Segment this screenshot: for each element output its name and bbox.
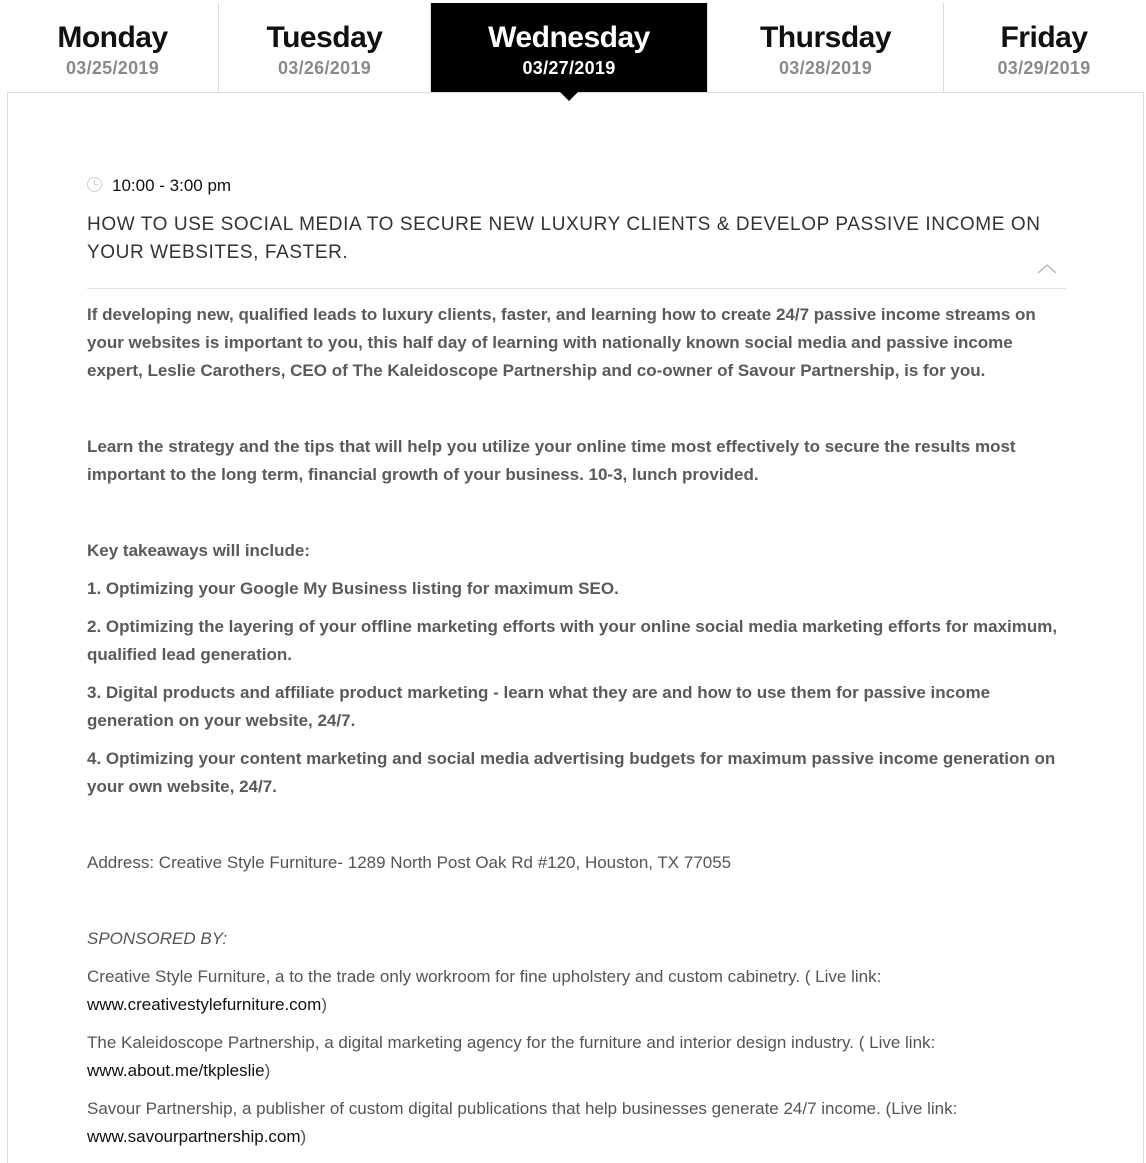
day-tabs xyxy=(7,3,1144,93)
sponsor-text: The Kaleidoscope Partnership, a digital marketing agency for the furniture and interior design industry. ( Live link: xyxy=(87,1033,936,1052)
sponsor-item xyxy=(87,1029,1072,1085)
tab-day-label: Friday xyxy=(1000,21,1088,54)
event-intro: If developing new, qualified leads to luxury clients, faster, and learning how to create 24/7 passive income streams on your websites is important to you, this half day of learning with nationally known social media and passive income expert, Leslie Carothers, CEO of The Kaleidoscope Partnership and co-owner of Savour Partnership, is for you. xyxy=(87,305,1036,380)
sponsor-link[interactable]: www.about.me/tkpleslie xyxy=(87,1061,265,1080)
sponsor-text: Savour Partnership, a publisher of custom digital publications that help businesses generate 24/7 income. (Live link: xyxy=(87,1099,958,1118)
title-divider xyxy=(87,288,1066,289)
takeaway-item: 3. Digital products and affiliate product marketing - learn what they are and how to use them for passive income generation on your website, 24/7. xyxy=(87,683,991,730)
tab-day-label: Monday xyxy=(57,21,168,54)
takeaway-item: 1. Optimizing your Google My Business listing for maximum SEO. xyxy=(87,579,619,598)
tab-thursday[interactable] xyxy=(708,3,944,92)
sponsor-link[interactable]: www.savourpartnership.com xyxy=(87,1127,301,1146)
takeaway-item: 2. Optimizing the layering of your offline marketing efforts with your online social media marketing efforts for maximum, qualified lead generation. xyxy=(87,617,1058,664)
sponsor-item xyxy=(87,1095,1072,1151)
sponsor-close: ) xyxy=(300,1127,307,1146)
tab-date-label: 03/26/2019 xyxy=(277,58,372,78)
event-time: 10:00 - 3:00 pm xyxy=(112,176,232,195)
chevron-up-icon[interactable] xyxy=(1036,262,1058,276)
tab-date-label: 03/28/2019 xyxy=(778,58,873,78)
tab-day-label: Wednesday xyxy=(488,21,650,54)
clock-icon xyxy=(87,177,102,192)
tab-wednesday[interactable] xyxy=(431,3,708,92)
sponsor-text: Creative Style Furniture, a to the trade only workroom for fine upholstery and custom cabinetry. ( Live link: xyxy=(87,967,882,986)
sponsor-close: ) xyxy=(264,1061,271,1080)
takeaway-item: 4. Optimizing your content marketing and social media advertising budgets for maximum passive income generation on your own website, 24/7. xyxy=(87,749,1056,796)
tab-day-label: Tuesday xyxy=(266,21,383,54)
event-title[interactable]: HOW TO USE SOCIAL MEDIA TO SECURE NEW LUXURY CLIENTS & DEVELOP PASSIVE INCOME ON YOUR WEBSITES, FASTER. xyxy=(87,214,1041,263)
takeaways-heading: Key takeaways will include: xyxy=(87,541,310,560)
event-time-row xyxy=(87,176,231,196)
event-description xyxy=(87,301,1072,1151)
sponsor-link[interactable]: www.creativestylefurniture.com xyxy=(87,995,322,1014)
tab-tuesday[interactable] xyxy=(219,3,431,92)
event-address: Address: Creative Style Furniture- 1289 North Post Oak Rd #120, Houston, TX 77055 xyxy=(87,853,732,872)
tab-day-label: Thursday xyxy=(759,21,892,54)
sponsor-item xyxy=(87,963,1072,1019)
sponsor-close: ) xyxy=(321,995,327,1014)
tab-date-label: 03/29/2019 xyxy=(997,58,1091,78)
tab-monday[interactable] xyxy=(7,3,219,92)
tab-date-label: 03/25/2019 xyxy=(65,58,160,78)
tab-date-label: 03/27/2019 xyxy=(522,58,616,78)
event-strategy: Learn the strategy and the tips that will help you utilize your online time most effectively to secure the results most important to the long term, financial growth of your business. 10-3, lunch provided. xyxy=(87,437,1016,484)
tab-friday[interactable] xyxy=(944,3,1144,92)
sponsored-by-label: SPONSORED BY: xyxy=(87,929,228,948)
